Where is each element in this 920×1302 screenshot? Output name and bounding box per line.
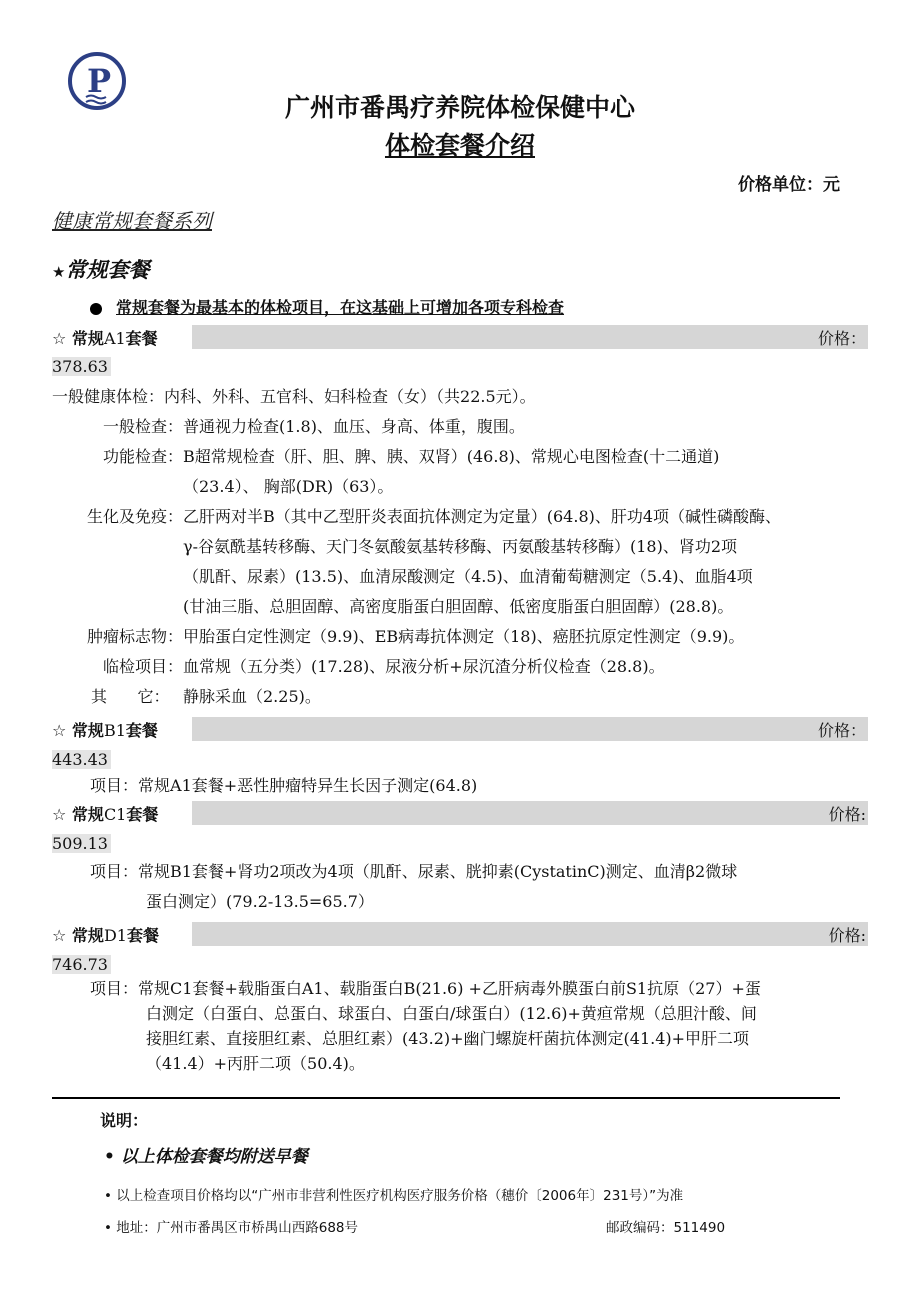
detail-line <box>52 532 781 562</box>
detail-line <box>90 1026 761 1051</box>
detail-text: 常规B1套餐+肾功2项改为4项（肌酐、尿素、胱抑素(CystatinC)测定、血清β2微球 <box>138 862 738 881</box>
package-details-b1 <box>90 771 477 801</box>
package-name-suffix: 套餐 <box>126 805 159 824</box>
detail-text: 常规C1套餐+载脂蛋白A1、载脂蛋白B(21.6) +乙肝病毒外膜蛋白前S1抗原（27）+蛋 <box>138 979 761 998</box>
detail-text: 乙肝两对半B（其中乙型肝炎表面抗体测定为定量）(64.8)、肝功4项（碱性磷酸酶、 <box>183 507 782 526</box>
bullet-icon <box>90 303 102 315</box>
package-price-value: 378.63 <box>52 357 111 376</box>
note-item: • 地址：广州市番禺区市桥禺山西路688号 <box>104 1220 359 1236</box>
detail-line <box>90 771 477 801</box>
notes-title: 说明： <box>100 1111 149 1130</box>
detail-text: （41.4）+丙肝二项（50.4)。 <box>146 1054 365 1073</box>
detail-line <box>52 412 781 442</box>
outline-star-icon: ☆ <box>52 721 67 740</box>
detail-label: 项目： <box>90 862 139 881</box>
postal-code: 邮政编码：511490 <box>606 1220 726 1236</box>
detail-label: 肿瘤标志物： <box>86 627 183 646</box>
detail-label: 功能检查： <box>102 447 183 466</box>
detail-label: 生化及免疫： <box>86 507 183 526</box>
package-name <box>52 718 158 741</box>
divider <box>52 1097 840 1099</box>
detail-line <box>52 442 781 472</box>
series-title: 健康常规套餐系列 <box>52 209 212 233</box>
detail-text: 血常规（五分类）(17.28)、尿液分析+尿沉渣分析仪检查（28.8)。 <box>183 657 665 676</box>
detail-line <box>90 1051 761 1076</box>
routine-heading-text: 常规套餐 <box>65 258 150 282</box>
detail-label: 临检项目： <box>102 657 183 676</box>
package-price-value: 443.43 <box>52 750 111 769</box>
outline-star-icon: ☆ <box>52 805 67 824</box>
routine-heading <box>52 254 149 284</box>
outline-star-icon: ☆ <box>52 329 67 348</box>
detail-line <box>90 857 737 887</box>
package-price-label: 价格： <box>817 721 866 740</box>
package-name-prefix: 常规 <box>71 721 104 740</box>
outline-star-icon: ☆ <box>52 926 67 945</box>
logo-letter: P <box>87 62 112 100</box>
package-name-suffix: 套餐 <box>125 721 158 740</box>
package-details-d1 <box>90 976 761 1076</box>
note-item: • 以上检查项目价格均以“广州市非营利性医疗机构医疗服务价格（穗价〔2006年〕231号）”为准 <box>104 1188 684 1204</box>
package-name-suffix: 套餐 <box>126 926 159 945</box>
package-price-value: 746.73 <box>52 955 111 974</box>
package-code: B1 <box>103 721 126 740</box>
detail-text: 静脉采血（2.25)。 <box>183 687 321 706</box>
page-title: 广州市番禺疗养院体检保健中心 <box>284 93 635 122</box>
detail-line <box>52 622 781 652</box>
package-details-c1 <box>90 857 737 917</box>
package-name-prefix: 常规 <box>71 805 104 824</box>
package-name <box>52 923 159 946</box>
detail-label: 项目： <box>90 979 139 998</box>
package-name-prefix: 常规 <box>71 926 104 945</box>
detail-label: 项目： <box>90 776 139 795</box>
detail-text: 常规A1套餐+恶性肿瘤特异生长因子测定(64.8) <box>138 776 478 795</box>
detail-line <box>52 472 781 502</box>
detail-line <box>52 682 781 712</box>
package-header-b1 <box>52 717 868 741</box>
detail-text: 白测定（白蛋白、总蛋白、球蛋白、白蛋白/球蛋白）(12.6)+黄疸常规（总胆汁酸、间 <box>146 1004 757 1023</box>
package-header-c1 <box>52 801 868 825</box>
routine-intro <box>90 295 564 318</box>
package-code: A1 <box>103 329 126 348</box>
detail-text: 内科、外科、五官科、妇科检查（女）（共22.5元）。 <box>164 387 536 406</box>
detail-label: 一般检查： <box>102 417 183 436</box>
package-name-suffix: 套餐 <box>125 329 158 348</box>
note-item: • 以上体检套餐均附送早餐 <box>104 1147 308 1167</box>
package-details-a1 <box>52 382 781 712</box>
detail-text: 接胆红素、直接胆红素、总胆红素）(43.2)+幽门螺旋杆菌抗体测定(41.4)+甲肝二项 <box>146 1029 750 1048</box>
star-icon: ★ <box>52 263 66 281</box>
package-price-label: 价格： <box>817 329 866 348</box>
detail-text: 蛋白测定）(79.2-13.5=65.7） <box>146 892 374 911</box>
detail-text: （23.4）、 胸部(DR)（63）。 <box>183 477 394 496</box>
price-unit: 价格单位：元 <box>738 175 840 195</box>
package-name <box>52 802 158 825</box>
detail-line <box>52 592 781 622</box>
detail-text: (甘油三脂、总胆固醇、高密度脂蛋白胆固醇、低密度脂蛋白胆固醇）(28.8)。 <box>183 597 734 616</box>
package-name-prefix: 常规 <box>71 329 104 348</box>
detail-line <box>52 562 781 592</box>
detail-text: 普通视力检查(1.8)、血压、身高、体重，腹围。 <box>183 417 525 436</box>
package-header-d1 <box>52 922 868 946</box>
detail-label: 其 它： <box>91 687 170 706</box>
package-name <box>52 326 158 349</box>
detail-text: γ-谷氨酰基转移酶、天门冬氨酸氨基转移酶、丙氨酸基转移酶）(18)、肾功2项 <box>183 537 737 556</box>
detail-text: （肌酐、尿素）(13.5)、血清尿酸测定（4.5)、血清葡萄糖测定（5.4)、血脂4项 <box>183 567 753 586</box>
detail-line <box>90 976 761 1001</box>
detail-label: 一般健康体检： <box>52 387 165 406</box>
package-code: C1 <box>103 805 127 824</box>
detail-text: B超常规检查（肝、胆、脾、胰、双肾）(46.8)、常规心电图检查(十二通道) <box>183 447 720 466</box>
detail-line <box>52 382 781 412</box>
package-header-a1 <box>52 325 868 349</box>
detail-line <box>52 502 781 532</box>
package-price-label: 价格: <box>828 926 866 945</box>
detail-line <box>90 887 737 917</box>
package-code: D1 <box>103 926 127 945</box>
page-subtitle: 体检套餐介绍 <box>384 131 535 160</box>
routine-intro-text: 常规套餐为最基本的体检项目，在这基础上可增加各项专科检查 <box>116 298 565 317</box>
package-price-label: 价格: <box>828 805 866 824</box>
detail-line <box>52 652 781 682</box>
detail-line <box>90 1001 761 1026</box>
detail-text: 甲胎蛋白定性测定（9.9)、EB病毒抗体测定（18)、癌胚抗原定性测定（9.9)。 <box>183 627 745 646</box>
package-price-value: 509.13 <box>52 834 111 853</box>
